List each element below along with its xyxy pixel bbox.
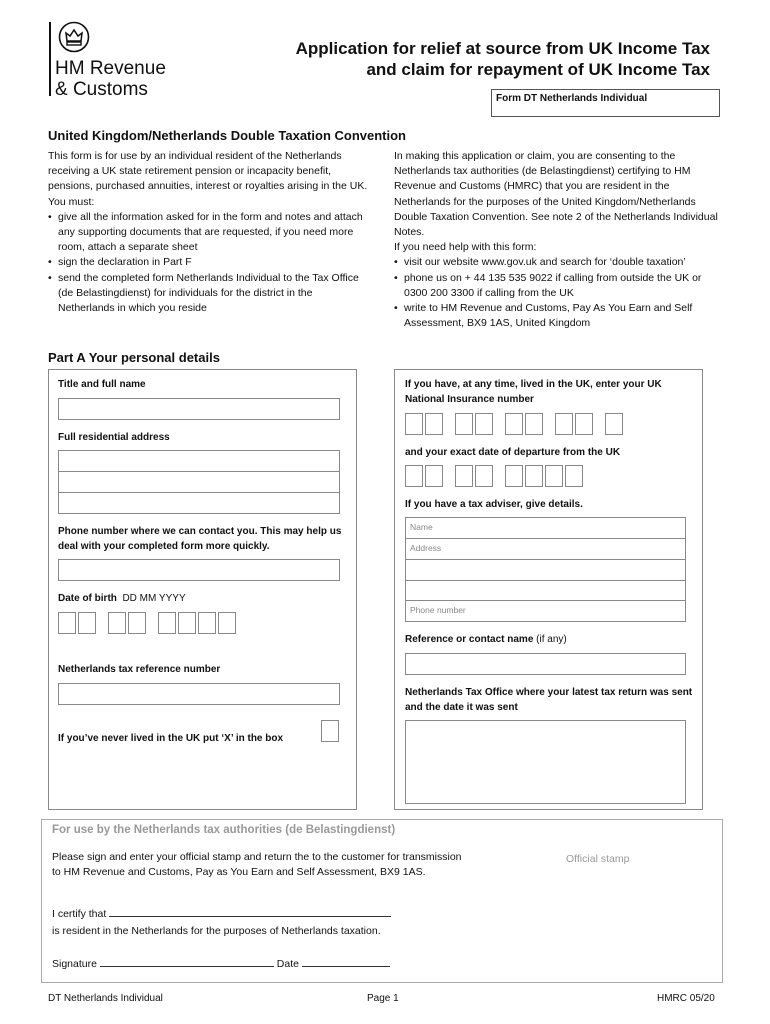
- reference-label-text: Reference or contact name: [405, 634, 534, 645]
- footer-page-number: Page 1: [367, 993, 399, 1004]
- nl-office-label: Netherlands Tax Office where your latest tax return was sent and the date it was sent: [405, 687, 693, 713]
- date-label: Date: [276, 958, 299, 970]
- phone-label: Phone number where we can contact you. This may help us deal with your completed form more quickly.: [58, 526, 342, 552]
- dob-month-digit[interactable]: [108, 612, 126, 634]
- adviser-phone-input[interactable]: [405, 600, 686, 622]
- date-field[interactable]: [302, 956, 390, 967]
- dob-month-digit[interactable]: [128, 612, 146, 634]
- adviser-phone-placeholder: Phone number: [410, 605, 466, 615]
- reference-suffix: (if any): [536, 634, 567, 645]
- dob-label: [58, 591, 186, 606]
- departure-year-digit[interactable]: [565, 465, 583, 487]
- address-line1-input[interactable]: [58, 450, 340, 472]
- departure-year-digit[interactable]: [545, 465, 563, 487]
- certify-label: I certify that: [52, 908, 107, 920]
- adviser-name-placeholder: Name: [410, 522, 433, 532]
- departure-month-digit[interactable]: [475, 465, 493, 487]
- departure-label: and your exact date of departure from the UK: [405, 447, 621, 458]
- address-label: Full residential address: [58, 432, 170, 443]
- dob-day-digit[interactable]: [78, 612, 96, 634]
- never-lived-label: If you’ve never lived in the UK put ‘X’ in the box: [58, 733, 284, 744]
- dob-year-digit[interactable]: [178, 612, 196, 634]
- certify-line: [52, 906, 391, 922]
- nl-tax-ref-label: Netherlands tax reference number: [58, 664, 221, 675]
- reference-label: [405, 632, 567, 647]
- official-use-heading: For use by the Netherlands tax authorities (de Belastingdienst): [52, 824, 396, 836]
- logo-bar: [49, 22, 51, 96]
- adviser-address-line1-input[interactable]: [405, 538, 686, 560]
- nino-char[interactable]: [605, 413, 623, 435]
- help-heading: If you need help with this form:: [394, 241, 537, 254]
- departure-month-digit[interactable]: [455, 465, 473, 487]
- part-a-heading: Part A Your personal details: [48, 350, 220, 365]
- resident-statement: is resident in the Netherlands for the purposes of Netherlands taxation.: [52, 925, 381, 937]
- intro-left-para: This form is for use by an individual resident of the Netherlands receiving a UK state retirement pension or incapacity benefit, pensions, purchased annuities, interest or royalties arising in the UK.: [48, 150, 368, 193]
- address-line3-input[interactable]: [58, 492, 340, 514]
- nino-char[interactable]: [405, 413, 423, 435]
- official-instruction: Please sign and enter your official stamp and return the to the customer for transmission to HM Revenue and Customs, Pay as You Earn and Self Assessment, BX9 1AS.: [52, 851, 462, 879]
- adviser-address-placeholder: Address: [410, 543, 442, 553]
- dob-format: DD MM YYYY: [122, 593, 186, 604]
- signature-label: Signature: [52, 958, 97, 970]
- org-line2: & Customs: [55, 79, 148, 100]
- title-name-label: Title and full name: [58, 379, 146, 390]
- dob-day-digit[interactable]: [58, 612, 76, 634]
- form-title: [250, 38, 710, 80]
- adviser-address-line3-input[interactable]: [405, 580, 686, 602]
- nino-char[interactable]: [575, 413, 593, 435]
- intro-left: [48, 149, 370, 316]
- title-line1: Application for relief at source from UK Income Tax: [295, 39, 710, 58]
- intro-right-para: In making this application or claim, you are consenting to the Netherlands tax authorities (de Belastingdienst) certifying to HM Revenue and Customs (HMRC) that you are resident in the Netherlands for the purposes of the United Kingdom/Netherlands Double Taxation Convention. See note 2 of the Netherlands Individual Notes.: [394, 150, 718, 239]
- form-name-box: Form DT Netherlands Individual: [491, 89, 720, 117]
- official-stamp-label: Official stamp: [566, 853, 630, 865]
- nino-label: If you have, at any time, lived in the UK, enter your UK National Insurance number: [405, 379, 662, 405]
- hmrc-logo-text: [55, 58, 166, 100]
- title-name-input[interactable]: [58, 398, 340, 420]
- dob-year-digit[interactable]: [218, 612, 236, 634]
- nino-char[interactable]: [555, 413, 573, 435]
- adviser-name-input[interactable]: [405, 517, 686, 539]
- departure-day-digit[interactable]: [425, 465, 443, 487]
- dob-year-digit[interactable]: [158, 612, 176, 634]
- nino-char[interactable]: [425, 413, 443, 435]
- departure-year-digit[interactable]: [505, 465, 523, 487]
- phone-input[interactable]: [58, 559, 340, 581]
- nino-char[interactable]: [505, 413, 523, 435]
- help-item: • phone us on + 44 135 535 9022 if calling from outside the UK or 0300 200 3300 if calling from the UK: [394, 271, 724, 301]
- footer-form-name: DT Netherlands Individual: [48, 993, 163, 1004]
- convention-heading: United Kingdom/Netherlands Double Taxation Convention: [48, 128, 406, 143]
- help-item: • visit our website www.gov.uk and search for ‘double taxation’: [394, 255, 724, 270]
- royal-crest-icon: [58, 21, 90, 53]
- help-item: • write to HM Revenue and Customs, Pay As You Earn and Self Assessment, BX9 1AS, United Kingdom: [394, 301, 724, 331]
- adviser-address-line2-input[interactable]: [405, 559, 686, 581]
- nl-tax-ref-input[interactable]: [58, 683, 340, 705]
- departure-day-digit[interactable]: [405, 465, 423, 487]
- adviser-label: If you have a tax adviser, give details.: [405, 499, 583, 510]
- footer-version: HMRC 05/20: [657, 993, 715, 1004]
- title-line2: and claim for repayment of UK Income Tax: [366, 60, 710, 79]
- must-item: • give all the information asked for in the form and notes and attach any supporting documents that are requested, if you need more room, attach a separate sheet: [48, 210, 370, 256]
- reference-input[interactable]: [405, 653, 686, 675]
- dob-year-digit[interactable]: [198, 612, 216, 634]
- must-item: • sign the declaration in Part F: [48, 255, 370, 270]
- intro-right: [394, 149, 724, 331]
- signature-field[interactable]: [100, 956, 274, 967]
- must-item: • send the completed form Netherlands Individual to the Tax Office (de Belastingdienst) for individuals for the district in the Netherlands in which you reside: [48, 271, 370, 317]
- nl-office-textarea[interactable]: [405, 720, 686, 804]
- org-line1: HM Revenue: [55, 58, 166, 79]
- dob-label-text: Date of birth: [58, 593, 117, 604]
- certify-name-field[interactable]: [109, 906, 391, 917]
- nino-char[interactable]: [455, 413, 473, 435]
- never-lived-checkbox[interactable]: [321, 720, 339, 742]
- nino-char[interactable]: [525, 413, 543, 435]
- address-line2-input[interactable]: [58, 471, 340, 493]
- you-must: You must:: [48, 195, 95, 208]
- departure-year-digit[interactable]: [525, 465, 543, 487]
- signature-line: [52, 956, 390, 972]
- nino-char[interactable]: [475, 413, 493, 435]
